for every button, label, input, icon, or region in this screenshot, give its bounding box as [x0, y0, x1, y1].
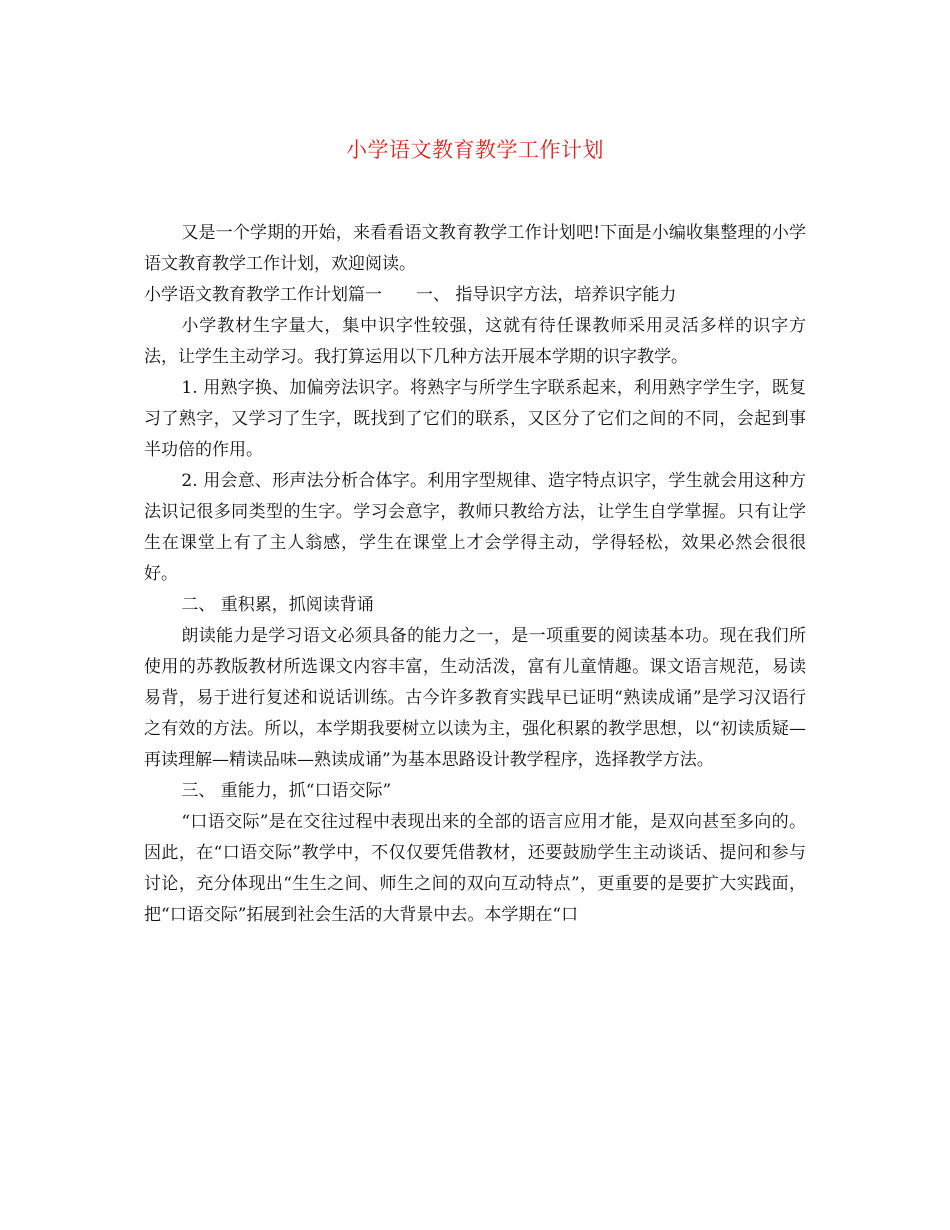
list-item-2: 2. 用会意、形声法分析合体字。利用字型规律、造字特点识字，学生就会用这种方法识记很多同类型的生字。学习会意字，教师只教给方法，让学生自学掌握。只有让学生在课堂上有了主人翁感，学生在课堂上才会学得主动，学得轻松，效果必然会很很好。	[144, 471, 806, 584]
section-heading-1: 小学语文教育教学工作计划篇一 一、 指导识字方法，培养识字能力	[144, 285, 677, 305]
list-item-1: 1. 用熟字换、加偏旁法识字。将熟字与所学生字联系起来，利用熟字学生字，既复习了熟字，又学习了生字，既找到了它们的联系，又区分了它们之间的不同，会起到事半功倍的作用。	[144, 378, 806, 460]
section-heading-2: 二、 重积累，抓阅读背诵	[181, 595, 374, 615]
body-paragraph: “口语交际”是在交往过程中表现出来的全部的语言应用才能，是双向甚至多向的。因此，在“口语交际”教学中，不仅仅要凭借教材，还要鼓励学生主动谈话、提问和参与讨论，充分体现出“生生之间、师生之间的双向互动特点”，更重要的是要扩大实践面，把“口语交际”拓展到社会生活的大背景中去。本学期在“口	[144, 812, 806, 925]
document-body	[144, 218, 806, 931]
body-paragraph: 朗读能力是学习语文必须具备的能力之一，是一项重要的阅读基本功。现在我们所使用的苏教版教材所选课文内容丰富，生动活泼，富有儿童情趣。课文语言规范，易读易背，易于进行复述和说话训练。古今许多教育实践早已证明“熟读成诵”是学习汉语行之有效的方法。所以，本学期我要树立以读为主，强化积累的教学思想，以“初读质疑—再读理解—精读品味—熟读成诵”为基本思路设计教学程序，选择教学方法。	[144, 626, 806, 770]
section-heading-3: 三、 重能力，抓“口语交际”	[181, 781, 392, 801]
body-paragraph: 小学教材生字量大，集中识字性较强，这就有待任课教师采用灵活多样的识字方法，让学生主动学习。我打算运用以下几种方法开展本学期的识字教学。	[144, 316, 806, 367]
intro-paragraph: 又是一个学期的开始，来看看语文教育教学工作计划吧!下面是小编收集整理的小学语文教育教学工作计划，欢迎阅读。	[144, 223, 806, 274]
document-title: 小学语文教育教学工作计划	[346, 138, 604, 162]
